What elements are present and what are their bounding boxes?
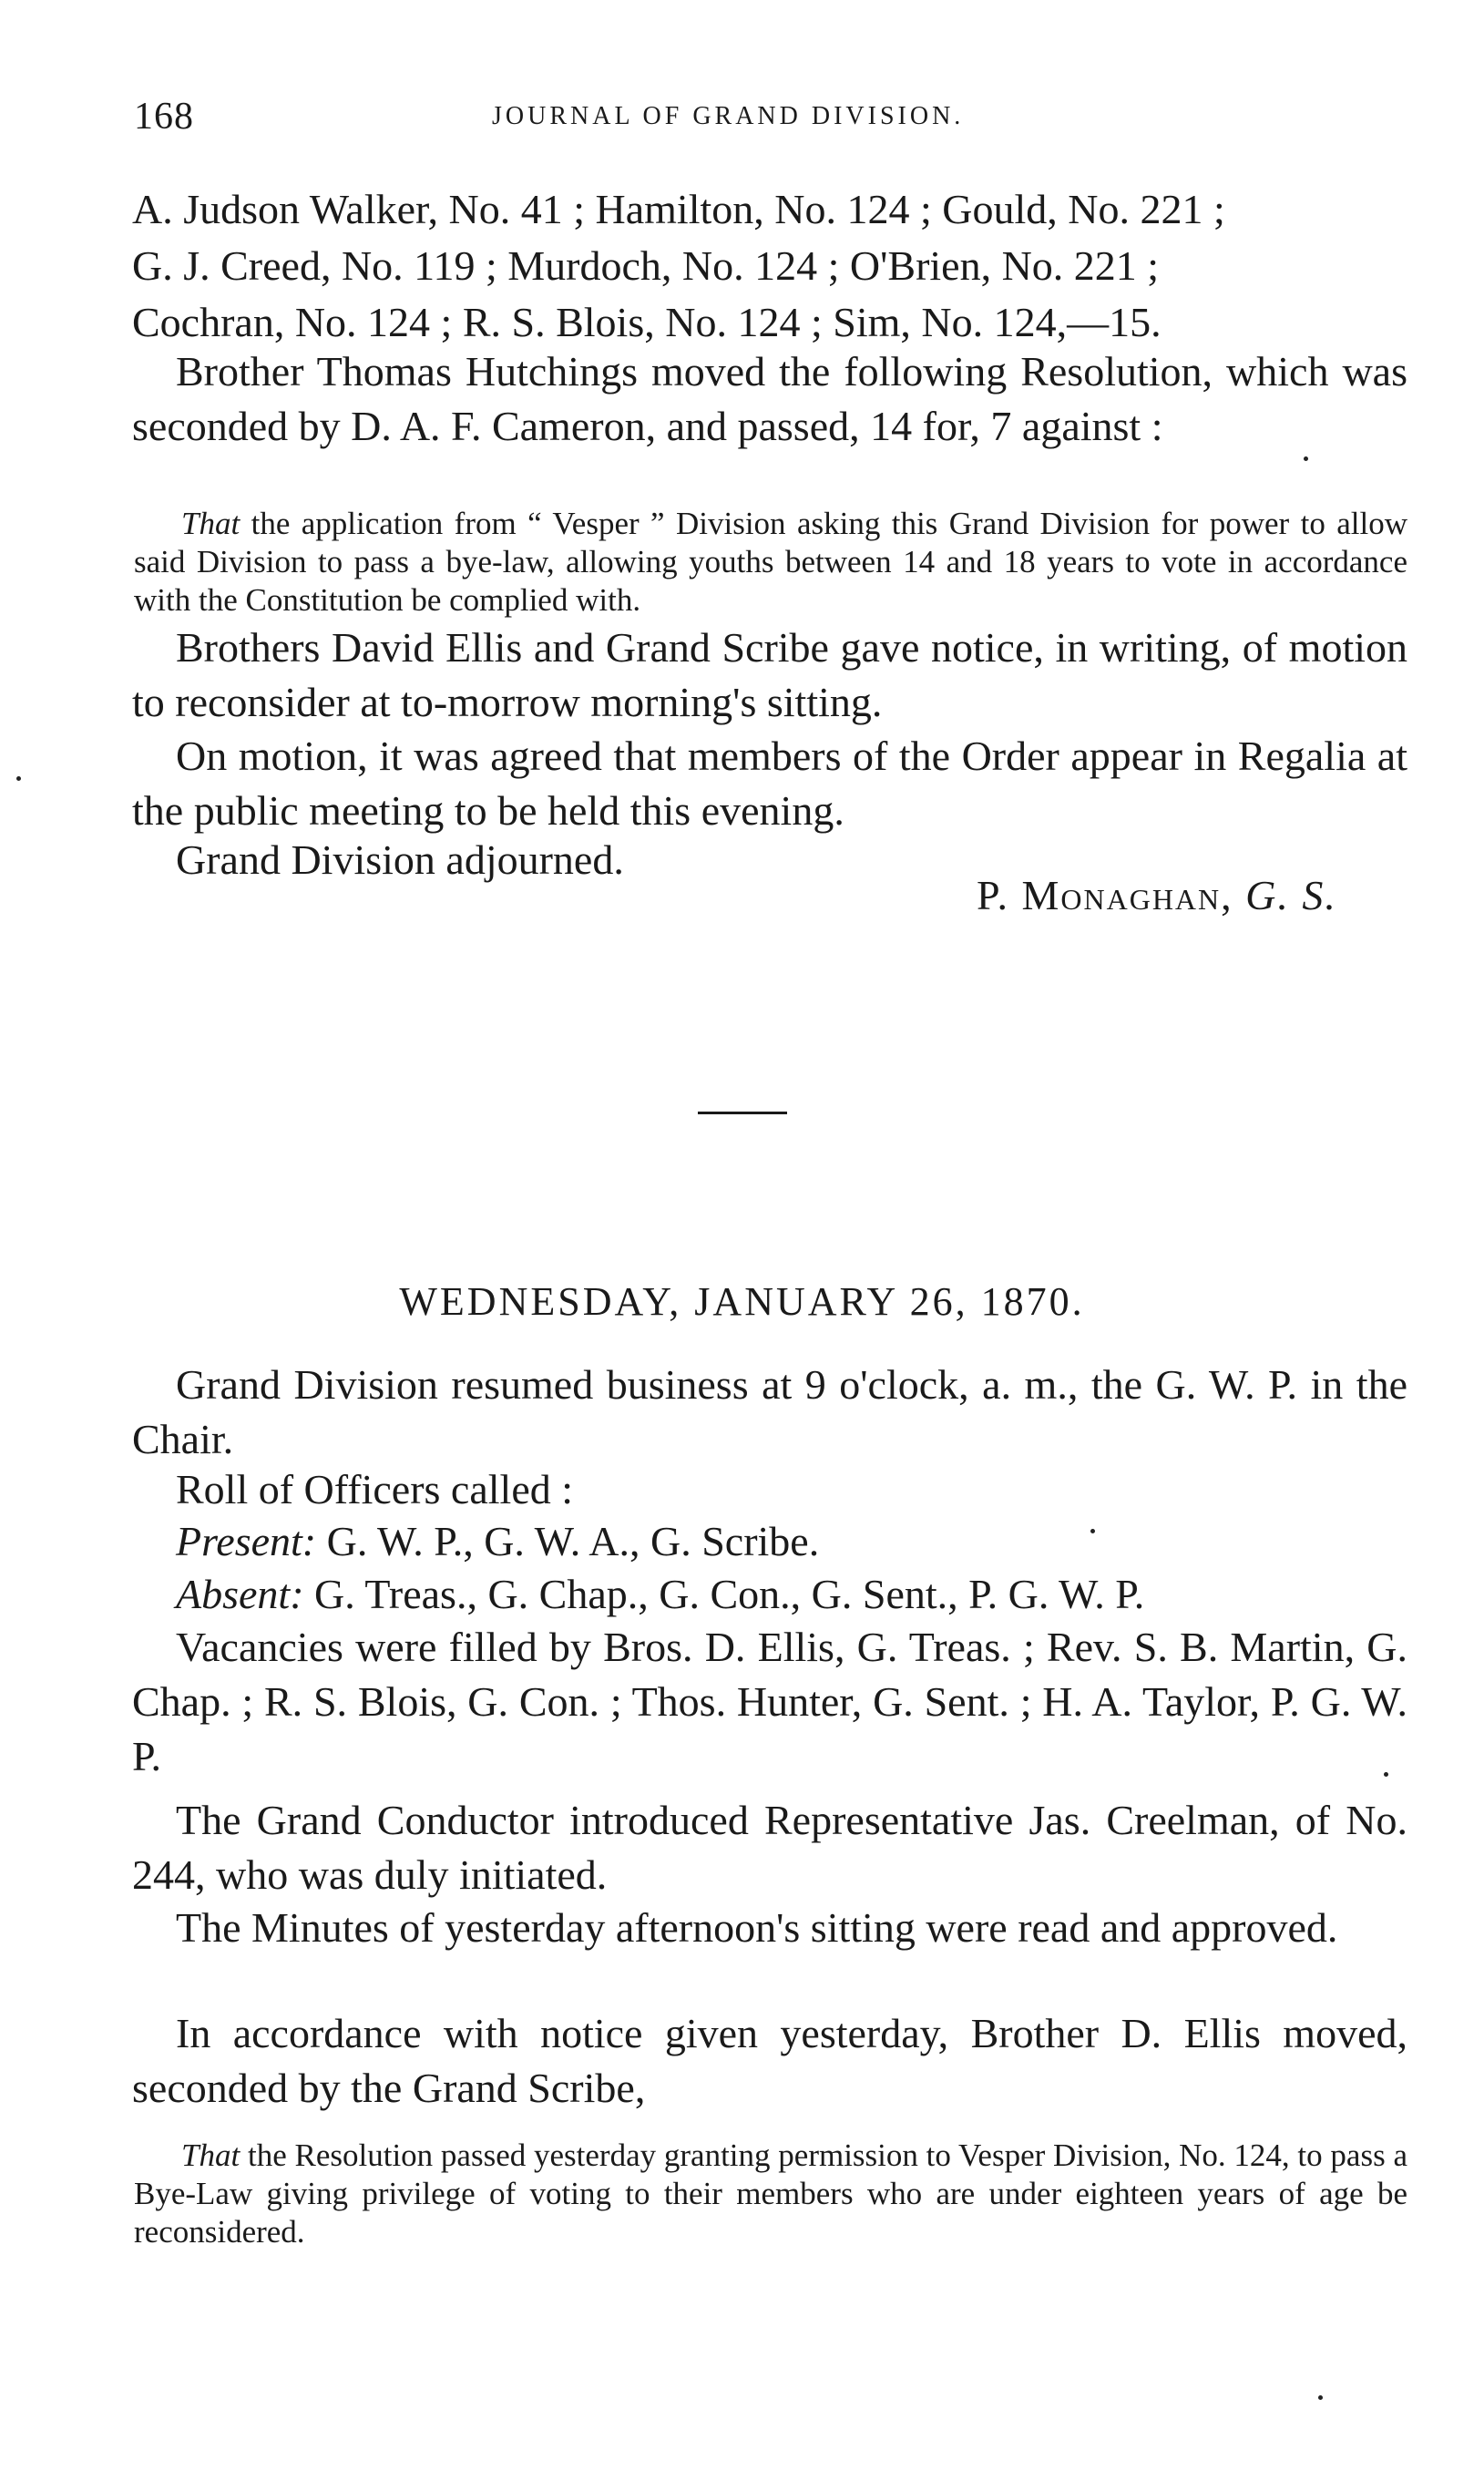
section-heading-date: WEDNESDAY, JANUARY 26, 1870. [399,1279,1085,1324]
absent-line [132,1567,1407,1622]
motion-paragraph: Brother Thomas Hutchings moved the following Resolution, which was seconded by D. A. F. Cameron, and passed, 14 for, 7 against : [132,348,1407,449]
present-officers: G. W. P., G. W. A., G. Scribe. [316,1518,820,1564]
section-divider [698,1112,787,1114]
ellis-motion-paragraph: In accordance with notice given yesterday, Brother D. Ellis moved, seconded by the Grand Scribe, [132,2010,1407,2111]
resolution-reconsider [134,2137,1407,2251]
signature [977,871,1337,919]
notice-paragraph: Brothers David Ellis and Grand Scribe gave notice, in writing, of motion to reconsider at to-morrow morning's sitting. [132,624,1407,725]
resolution-lead-word: That [181,506,241,541]
present-label: Present: [176,1518,317,1564]
page-header [134,95,1409,149]
attendance-line-2: G. J. Creed, No. 119 ; Murdoch, No. 124 ; O'Brien, No. 221 ; [132,242,1160,289]
running-head: JOURNAL OF GRAND DIVISION. [492,102,965,130]
print-speck [1304,456,1308,461]
resumed-paragraph: Grand Division resumed business at 9 o'clock, a. m., the G. W. P. in the Chair. [132,1361,1407,1462]
page-number: 168 [134,96,194,138]
regalia-paragraph: On motion, it was agreed that members of the Order appear in Regalia at the public meeting to be held this evening. [132,733,1407,834]
conductor-paragraph: The Grand Conductor introduced Representative Jas. Creelman, of No. 244, who was duly initiated. [132,1797,1407,1898]
print-speck [1318,2395,1323,2400]
signature-name: P. Monaghan, [977,872,1233,918]
absent-officers: G. Treas., G. Chap., G. Con., G. Sent., P. G. W. P. [303,1571,1145,1617]
attendance-line-3: Cochran, No. 124 ; R. S. Blois, No. 124 ; Sim, No. 124,—15. [132,299,1162,345]
print-speck [1384,1772,1388,1777]
minutes-paragraph: The Minutes of yesterday afternoon's sitting were read and approved. [176,1904,1338,1951]
print-speck [16,776,21,781]
attendance-line-1: A. Judson Walker, No. 41 ; Hamilton, No. 124 ; Gould, No. 221 ; [132,186,1225,232]
roll-line: Roll of Officers called : [176,1466,574,1512]
vacancies-paragraph: Vacancies were filled by Bros. D. Ellis, G. Treas. ; Rev. S. B. Martin, G. Chap. ; R. S. Blois, G. Con. ; Thos. Hunter, G. Sent. ; H. A. Taylor, P. G. W. P. [132,1624,1407,1779]
resolution-lead-word: That [181,2137,241,2173]
adjourned-line: Grand Division adjourned. [176,836,624,883]
resolution-body: the application from “ Vesper ” Division asking this Grand Division for power to allow said Division to pass a bye-law, allowing youths between 14 and 18 years to vote in accordance with the Constitution be complied with. [134,506,1407,618]
resolution-body: the Resolution passed yesterday granting permission to Vesper Division, No. 124, to pass a Bye-Law giving privilege of voting to their members who are under eighteen years of age be reconsidered. [134,2137,1407,2250]
signature-title: G. S. [1245,872,1337,918]
resolution-vesper-bylaw [134,505,1407,620]
absent-label: Absent: [176,1571,304,1617]
print-speck [1090,1529,1095,1533]
present-line [132,1514,1407,1569]
